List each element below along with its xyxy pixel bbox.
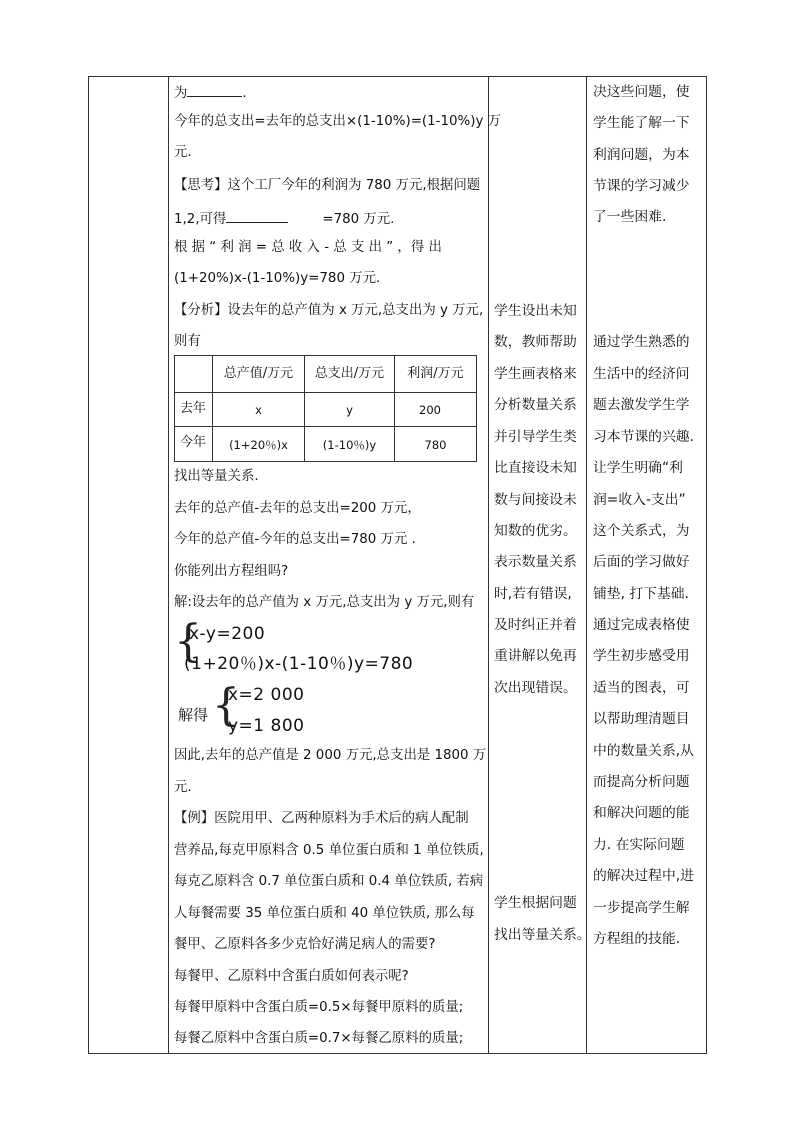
student-line: 找出等量关系。 [494, 927, 591, 943]
column-divider [586, 76, 587, 1054]
content-line: 今年的总产值-今年的总支出=780 万元 . [174, 532, 416, 547]
intent-line: 通过完成表格使 [593, 617, 690, 633]
intent-line: 节课的学习减少 [593, 178, 690, 194]
intent-line: 习本节课的兴趣. [593, 429, 694, 445]
content-line: 今年的总支出=去年的总支出×(1-10%)=(1-10%)y 万 [174, 114, 502, 129]
table-row-label: 去年 [179, 401, 206, 416]
intent-line: 力. 在实际问题 [593, 837, 685, 853]
example-line: 每餐乙原料中含蛋白质=0.7×每餐乙原料的质量; [174, 1031, 464, 1046]
content-line: 元. [174, 780, 192, 795]
solution: x=2 000 [228, 685, 305, 705]
intent-line: 的解决过程中,进 [593, 868, 694, 884]
table-cell: x [255, 403, 262, 417]
student-line: 表示数量关系 [494, 554, 577, 570]
content-line: 找出等量关系. [174, 469, 259, 484]
content-line: 解:设去年的总产值为 x 万元,总支出为 y 万元,则有 [174, 595, 475, 610]
content-line: 【思考】这个工厂今年的利润为 780 万元,根据问题 [174, 178, 481, 193]
example-line: 餐甲、乙原料各多少克恰好满足病人的需要? [174, 937, 436, 952]
example-line: 人每餐需要 35 单位蛋白质和 40 单位铁质, 那么每 [174, 906, 475, 921]
intent-line: 决这些问题，使 [593, 84, 690, 100]
solve-label: 解得 [178, 706, 209, 724]
intent-line: 一步提高学生解 [593, 900, 690, 916]
intent-line: 而提高分析问题 [593, 774, 690, 790]
content-line: 【分析】设去年的总产值为 x 万元,总支出为 y 万元, [174, 303, 484, 318]
student-line: 知数的优劣。 [494, 523, 577, 539]
equation: x-y=200 [189, 624, 266, 644]
student-line: 学生画表格来 [494, 366, 577, 382]
table-header: 总产值/万元 [223, 366, 294, 381]
intent-line: 学生能了解一下 [593, 115, 690, 131]
student-line: 学生设出未知 [494, 303, 577, 319]
student-line: 并引导学生类 [494, 429, 577, 445]
content-line: 根 据 “ 利 润 = 总 收 入 - 总 支 出 ” ，得 出 [174, 240, 442, 255]
table-bottom-border [88, 1053, 707, 1054]
table-cell: 200 [419, 403, 441, 417]
intent-line: 利润问题，为本 [593, 147, 690, 163]
example-line: 【例】医院用甲、乙两种原料为手术后的病人配制 [174, 811, 469, 826]
student-line: 分析数量关系 [494, 397, 577, 413]
intent-line: 让学生明确“利 [593, 460, 683, 476]
student-line: 比直接设未知 [494, 460, 577, 476]
intent-line: 学生初步感受用 [593, 648, 690, 664]
intent-line: 方程组的技能. [593, 931, 681, 947]
table-cell: 780 [424, 438, 447, 452]
content-line: 为 . [174, 82, 247, 103]
intent-line: 以帮助理清题目 [593, 711, 690, 727]
intent-line: 和解决问题的能 [593, 805, 690, 821]
table-header: 总支出/万元 [314, 366, 385, 381]
student-line: 数，教师帮助 [494, 334, 577, 350]
intent-line: 生活中的经济问 [593, 366, 690, 382]
intent-line: 后面的学习做好 [593, 554, 690, 570]
content-line: (1+20%)x-(1-10%)y=780 万元. [174, 271, 381, 286]
intent-line: 这个关系式，为 [593, 523, 690, 539]
lesson-table [88, 76, 707, 1054]
column-divider [88, 76, 89, 1054]
content-line: 去年的总产值-去年的总支出=200 万元， [174, 501, 421, 516]
content-line: 元. [174, 145, 192, 160]
table-cell: y [346, 403, 353, 417]
answer-blank [187, 82, 242, 97]
student-line: 及时纠正并着 [494, 617, 577, 633]
student-line: 次出现错误。 [494, 680, 577, 696]
content-line: 则有 [174, 334, 201, 349]
student-line: 时,若有错误, [494, 586, 572, 602]
column-divider [706, 76, 707, 1054]
student-line: 数与间接设未 [494, 492, 577, 508]
example-line: 每克乙原料含 0.7 单位蛋白质和 0.4 单位铁质, 若病 [174, 874, 484, 889]
data-table [174, 355, 477, 462]
left-brace: { [212, 680, 240, 731]
student-line: 学生根据问题 [494, 895, 577, 911]
answer-blank [226, 208, 288, 223]
content-line: 因此,去年的总产值是 2 000 万元,总支出是 1800 万 [174, 748, 487, 763]
content-line: 1,2,可得 =780 万元. [174, 208, 394, 229]
table-header: 利润/万元 [407, 366, 464, 381]
column-divider [168, 76, 169, 1054]
intent-line: 中的数量关系,从 [593, 743, 694, 759]
table-row-label: 今年 [179, 435, 206, 450]
example-line: 每餐甲、乙原料中含蛋白质如何表示呢? [174, 969, 409, 984]
intent-line: 适当的图表，可 [593, 680, 690, 696]
student-line: 重讲解以免再 [494, 648, 577, 664]
intent-line: 题去激发学生学 [593, 397, 690, 413]
table-cell: (1+20％)x [229, 438, 288, 452]
solution: y=1 800 [228, 716, 305, 736]
table-top-border [88, 76, 707, 77]
column-divider [488, 76, 489, 1054]
equation: (1+20％)x-(1-10％)y=780 [184, 654, 414, 674]
intent-line: 铺垫, 打下基础. [593, 586, 689, 602]
intent-line: 润=收入-支出” [593, 492, 686, 508]
left-brace: { [174, 616, 202, 667]
table-cell: (1-10％)y [322, 438, 377, 452]
intent-line: 了一些困难. [593, 209, 667, 225]
example-line: 营养品,每克甲原料含 0.5 单位蛋白质和 1 单位铁质, [174, 843, 484, 858]
content-line: 你能列出方程组吗? [174, 564, 289, 579]
intent-line: 通过学生熟悉的 [593, 334, 690, 350]
example-line: 每餐甲原料中含蛋白质=0.5×每餐甲原料的质量; [174, 1000, 464, 1015]
